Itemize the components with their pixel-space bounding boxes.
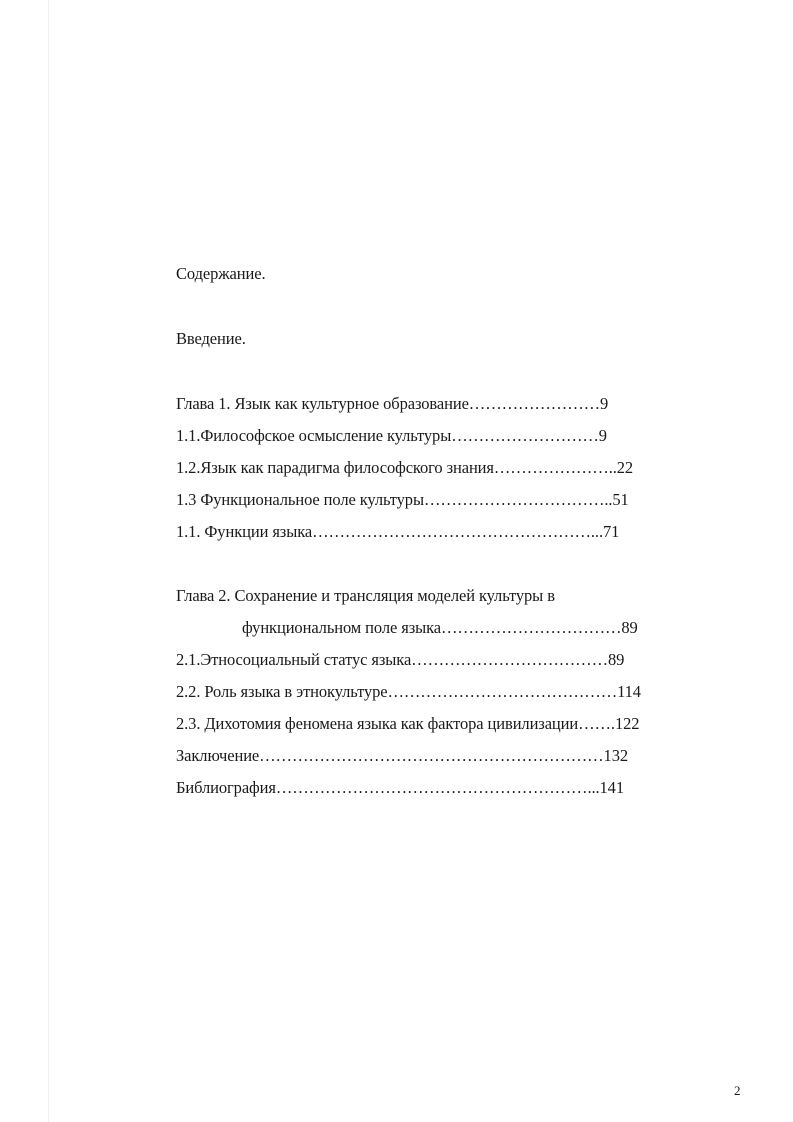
toc-entry-1-2: 1.2.Язык как парадигма философского знания…………………..22: [176, 458, 634, 477]
toc-entry-2-1: 2.1.Этносоциальный статус языка………………………………89: [176, 650, 625, 669]
toc-entry-2-2: 2.2. Роль языка в этнокультуре……………………………………114: [176, 682, 641, 701]
toc-heading: Содержание.: [176, 264, 266, 283]
toc-entry-chapter-2: Глава 2. Сохранение и трансляция моделей культуры в: [176, 586, 555, 605]
toc-entry-chapter-2-continued: функциональном поле языка……………………………89: [242, 618, 638, 637]
page-number: 2: [734, 1083, 741, 1098]
introduction-label: Введение.: [176, 329, 246, 348]
toc-entry-conclusion: Заключение………………………………………………………132: [176, 746, 628, 765]
scan-edge-divider: [48, 0, 49, 1122]
toc-entry-1-3: 1.3 Функциональное поле культуры……………………………..51: [176, 490, 629, 509]
toc-entry-2-3: 2.3. Дихотомия феномена языка как фактора цивилизации…….122: [176, 714, 640, 733]
toc-entry-1-1-functions: 1.1. Функции языка……………………………………………...71: [176, 522, 620, 541]
toc-entry-bibliography: Библиография…………………………………………………...141: [176, 778, 624, 797]
toc-entry-chapter-1: Глава 1. Язык как культурное образование……………………9: [176, 394, 609, 413]
toc-entry-1-1: 1.1.Философское осмысление культуры………………………9: [176, 426, 607, 445]
